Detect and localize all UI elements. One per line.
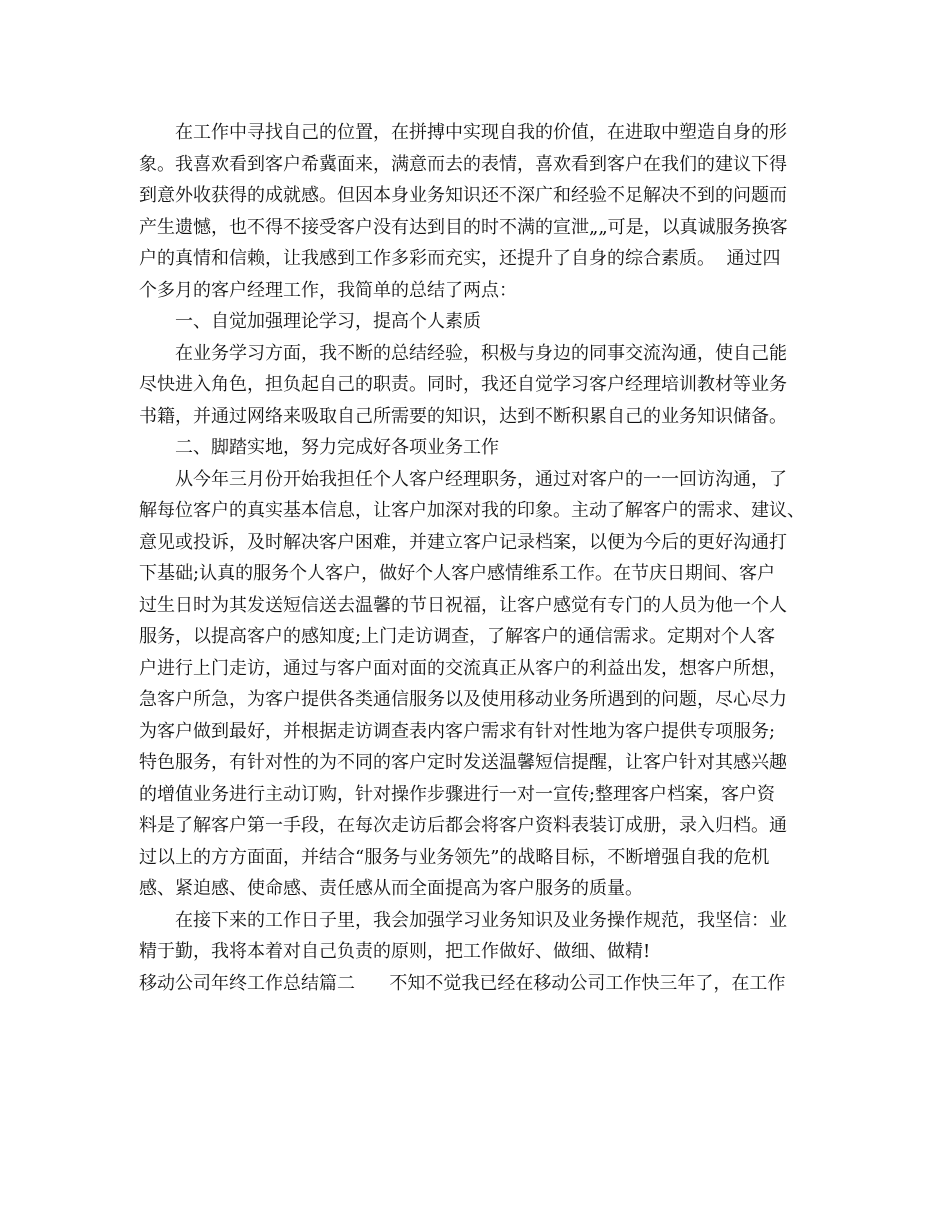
text-line: 尽快进入角色，担负起自己的职责。同时，我还自觉学习客户经理培训教材等业务 [139,374,787,395]
text-line: 过生日时为其发送短信送去温馨的节日祝福，让客户感觉有专门的人员为他一个人 [139,594,787,616]
text-line: 产生遗憾，也不得不接受客户没有达到目的时不满的宣泄„„可是，以真诚服务换客 [139,216,788,238]
text-line: 的增值业务进行主动订购，针对操作步骤进行一对一宣传;整理客户档案，客户资 [139,783,776,805]
text-line: 解每位客户的真实基本信息，让客户加深对我的印象。主动了解客户的需求、建议、 [139,500,805,521]
text-line: 户的真情和信赖，让我感到工作多彩而充实，还提升了自身的综合素质。 通过四 [139,248,781,269]
text-line: 一、自觉加强理论学习，提高个人素质 [175,311,481,332]
text-line: 感、紧迫感、使命感、责任感从而全面提高为客户服务的质量。 [139,878,643,899]
document-body [139,117,819,999]
text-line: 移动公司年终工作总结篇二 不知不觉我已经在移动公司工作快三年了，在工作 [139,972,786,994]
text-line: 象。我喜欢看到客户希冀面来，满意而去的表情，喜欢看到客户在我们的建议下得 [139,153,787,175]
text-line: 在工作中寻找自己的位置，在拼搏中实现自我的价值，在进取中塑造自身的形 [175,122,787,143]
text-line: 书籍，并通过网络来吸取自己所需要的知识，达到不断积累自己的业务知识储备。 [139,405,787,427]
text-line: 在业务学习方面，我不断的总结经验，积极与身边的同事交流沟通，使自己能 [175,342,787,364]
text-line: 到意外收获得的成就感。但因本身业务知识还不深广和经验不足解决不到的问题而 [139,185,787,206]
text-line: 二、脚踏实地，努力完成好各项业务工作 [175,437,499,458]
text-line: 料是了解客户第一手段，在每次走访后都会将客户资料表装订成册，录入归档。通 [139,815,787,836]
text-line: 意见或投诉，及时解决客户困难，并建立客户记录档案，以便为今后的更好沟通打 [139,531,787,553]
text-line: 精于勤，我将本着对自己负责的原则，把工作做好、做细、做精! [139,941,651,962]
text-line: 户进行上门走访，通过与客户面对面的交流真正从客户的利益出发，想客户所想， [139,657,787,679]
text-line: 下基础;认真的服务个人客户，做好个人客户感情维系工作。在节庆日期间、客户 [139,563,776,584]
text-line: 服务，以提高客户的感知度;上门走访调查，了解客户的通信需求。定期对个人客 [139,626,776,647]
text-line: 过以上的方方面面，并结合“服务与业务领先”的战略目标，不断增强自我的危机 [139,846,770,868]
text-line: 急客户所急，为客户提供各类通信服务以及使用移动业务所遇到的问题，尽心尽力 [139,689,787,710]
text-line: 特色服务，有针对性的为不同的客户定时发送温馨短信提醒，让客户针对其感兴趣 [139,752,787,773]
text-line: 从今年三月份开始我担任个人客户经理职务，通过对客户的一一回访沟通，了 [175,468,787,490]
text-line: 为客户做到最好，并根据走访调查表内客户需求有针对性地为客户提供专项服务; [139,720,776,742]
text-line: 个多月的客户经理工作，我简单的总结了两点： [139,279,517,301]
text-line: 在接下来的工作日子里，我会加强学习业务知识及业务操作规范，我坚信：业 [175,909,787,931]
